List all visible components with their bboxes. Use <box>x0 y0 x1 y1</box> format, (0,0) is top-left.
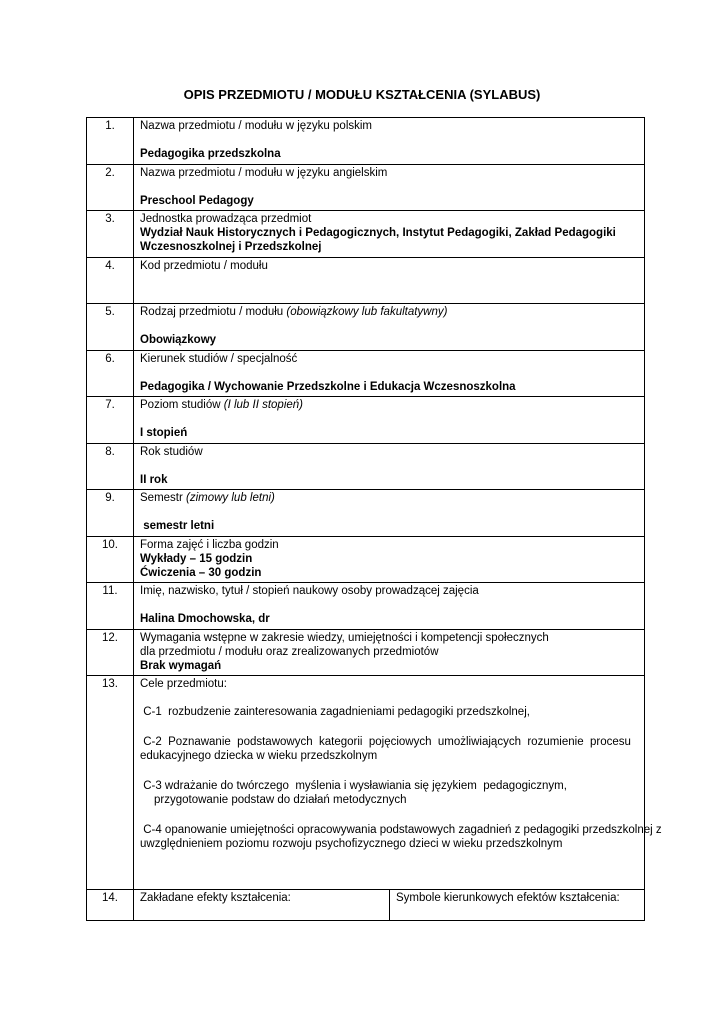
row-number: 14. <box>87 890 134 921</box>
table-row <box>87 304 645 351</box>
field-label: Poziom studiów <box>140 399 224 411</box>
field-label: Zakładane efekty kształcenia: <box>140 892 291 904</box>
field-label: Forma zajęć i liczba godzin <box>140 539 279 551</box>
table-row <box>87 676 645 890</box>
row-content <box>134 258 645 304</box>
row-number: 6. <box>87 351 134 397</box>
field-label: Semestr <box>140 492 187 504</box>
field-label: Nazwa przedmiotu / modułu w języku polskim <box>140 120 373 132</box>
row-content <box>134 444 645 490</box>
row-number: 4. <box>87 258 134 304</box>
symbols-cell <box>390 890 645 921</box>
row-number: 8. <box>87 444 134 490</box>
row-number: 10. <box>87 537 134 583</box>
field-label: Imię, nazwisko, tytuł / stopień naukowy osoby prowadzącej zajęcia <box>140 585 479 597</box>
field-value: Preschool Pedagogy <box>140 195 254 207</box>
row-content <box>134 118 645 165</box>
field-value: Wczesnoszkolnej i Przedszkolnej <box>140 241 322 253</box>
goal-c4: C-4 opanowanie umiejętności opracowywania podstawowych zagadnień z pedagogiki przedszkolnej z <box>140 824 662 836</box>
goal-c2-cont: edukacyjnego dziecka w wieku przedszkolnym <box>140 750 378 762</box>
field-label: Kod przedmiotu / modułu <box>140 260 268 272</box>
table-row <box>87 258 645 304</box>
table-row <box>87 630 645 676</box>
row-content <box>134 351 645 397</box>
row-content <box>134 490 645 537</box>
field-label: dla przedmiotu / modułu oraz zrealizowanych przedmiotów <box>140 646 439 658</box>
row-content <box>134 304 645 351</box>
field-value: Wykłady – 15 godzin <box>140 553 253 565</box>
field-hint: (obowiązkowy lub fakultatywny) <box>286 306 448 318</box>
row-number: 2. <box>87 165 134 211</box>
table-row <box>87 397 645 444</box>
row-number: 3. <box>87 211 134 258</box>
row-content <box>134 211 645 258</box>
table-row <box>87 118 645 165</box>
field-label: Rok studiów <box>140 446 203 458</box>
row-content <box>134 676 662 890</box>
row-number: 13. <box>87 676 134 890</box>
table-row <box>87 490 645 537</box>
row-number: 12. <box>87 630 134 676</box>
table-row <box>87 165 645 211</box>
table-row <box>87 351 645 397</box>
row-content <box>134 583 645 630</box>
row-number: 7. <box>87 397 134 444</box>
goal-c4-cont: uwzględnieniem poziomu rozwoju psychofizycznego dzieci w wieku przedszkolnym <box>140 838 563 850</box>
page-title: OPIS PRZEDMIOTU / MODUŁU KSZTAŁCENIA (SYLABUS) <box>183 87 541 102</box>
field-label: Wymagania wstępne w zakresie wiedzy, umiejętności i kompetencji społecznych <box>140 632 549 644</box>
field-value: Obowiązkowy <box>140 334 217 346</box>
field-value: Ćwiczenia – 30 godzin <box>140 567 262 579</box>
field-label: Nazwa przedmiotu / modułu w języku angielskim <box>140 167 388 179</box>
field-value: Halina Dmochowska, dr <box>140 613 270 625</box>
effects-cell <box>134 890 390 921</box>
field-value: Pedagogika / Wychowanie Przedszkolne i Edukacja Wczesnoszkolna <box>140 381 516 393</box>
field-label: Cele przedmiotu: <box>140 678 227 690</box>
row-content <box>134 630 645 676</box>
field-label: Kierunek studiów / specjalność <box>140 353 298 365</box>
field-value: I stopień <box>140 427 188 439</box>
row-content <box>134 165 645 211</box>
goal-c3-cont: przygotowanie podstaw do działań metodycznych <box>154 794 407 806</box>
field-label: Jednostka prowadząca przedmiot <box>140 213 312 225</box>
row-number: 1. <box>87 118 134 165</box>
table-row <box>87 890 645 921</box>
row-content <box>134 397 645 444</box>
goal-c3: C-3 wdrażanie do twórczego myślenia i wysławiania się językiem pedagogicznym, <box>140 780 567 792</box>
syllabus-table <box>86 117 662 921</box>
field-value: semestr letni <box>140 520 215 532</box>
table-row <box>87 583 645 630</box>
table-row <box>87 211 645 258</box>
field-label: Symbole kierunkowych efektów kształcenia: <box>396 892 620 904</box>
field-value: Wydział Nauk Historycznych i Pedagogicznych, Instytut Pedagogiki, Zakład Pedagogiki <box>140 227 616 239</box>
goal-c1: C-1 rozbudzenie zainteresowania zagadnieniami pedagogiki przedszkolnej, <box>140 706 530 718</box>
goal-c2: C-2 Poznawanie podstawowych kategorii pojęciowych umożliwiających rozumienie procesu <box>140 736 631 748</box>
row-number: 9. <box>87 490 134 537</box>
row-number: 5. <box>87 304 134 351</box>
field-value: II rok <box>140 474 168 486</box>
table-row <box>87 537 645 583</box>
field-value: Pedagogika przedszkolna <box>140 148 281 160</box>
field-label: Rodzaj przedmiotu / modułu <box>140 306 287 318</box>
row-content <box>134 537 645 583</box>
field-value: Brak wymagań <box>140 660 222 672</box>
table-row <box>87 444 645 490</box>
field-hint: (I lub II stopień) <box>223 399 303 411</box>
row-number: 11. <box>87 583 134 630</box>
field-hint: (zimowy lub letni) <box>186 492 275 504</box>
